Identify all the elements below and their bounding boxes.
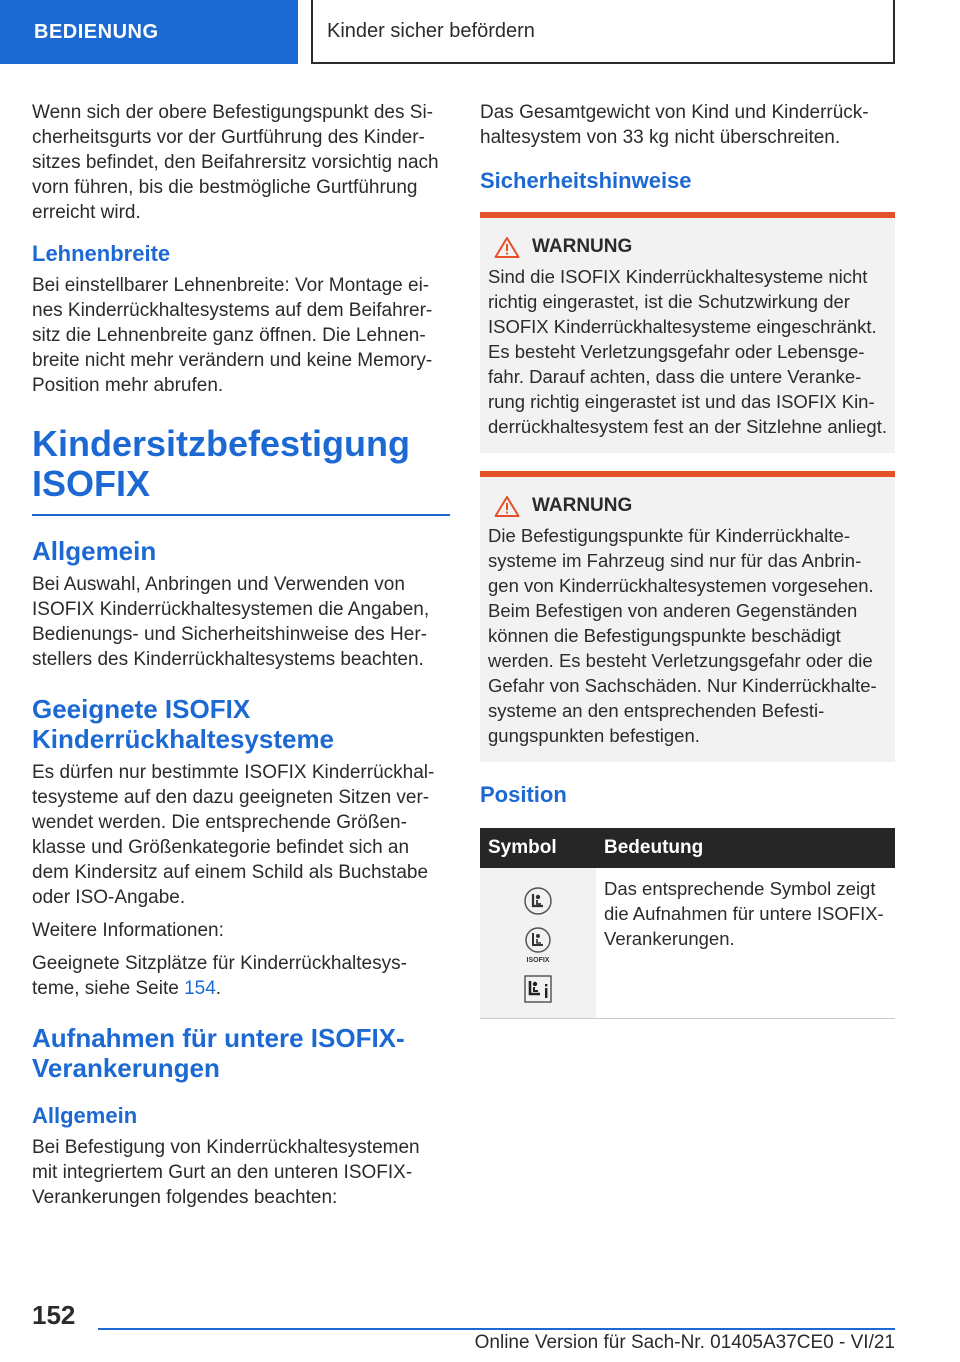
geeignete-paragraph: Es dürfen nur bestimmte ISOFIX Kinderrückhal-tesysteme auf den dazu geeigneten Sitzen ver-wendet werden. Die entsprechende Größen-klasse und Größenkategorie befindet sich an dem Kindersitz auf einem Schild als Buchstabe oder ISO-Angabe. bbox=[32, 762, 435, 908]
isofix-seat-icon bbox=[523, 926, 553, 964]
symbol-cell bbox=[480, 868, 596, 1019]
table-row bbox=[480, 868, 895, 1019]
column-header-symbol: Symbol bbox=[480, 828, 596, 868]
left-column bbox=[32, 100, 450, 1218]
right-column bbox=[480, 100, 895, 1019]
isofix-anchor-info-icon bbox=[523, 974, 553, 1004]
allgemein-heading: Allgemein bbox=[32, 536, 157, 566]
isofix-icon-label: ISOFIX bbox=[526, 957, 550, 964]
geeignete-heading: Geeignete ISOFIX Kinderrückhaltesysteme bbox=[32, 694, 335, 754]
aufnahmen-allgemein-heading: Allgemein bbox=[32, 1103, 138, 1128]
child-seat-icon bbox=[523, 886, 553, 916]
position-table bbox=[480, 828, 895, 1019]
sitzplaetze-text: Geeignete Sitzplätze für Kinderrückhaltesys-teme, siehe Seite bbox=[32, 953, 407, 999]
section-label: BEDIENUNG bbox=[34, 20, 159, 43]
aufnahmen-heading: Aufnahmen für untere ISOFIX-Verankerungen bbox=[32, 1023, 405, 1083]
sicherheitshinweise-heading: Sicherheitshinweise bbox=[480, 168, 692, 193]
position-heading: Position bbox=[480, 782, 567, 807]
warning-header-2 bbox=[488, 495, 887, 517]
warning-box-2 bbox=[480, 471, 895, 762]
meaning-cell: Das entsprechende Symbol zeigt die Aufnahmen für untere ISOFIX-Verankerungen. bbox=[604, 878, 884, 949]
lehnenbreite-paragraph: Bei einstellbarer Lehnenbreite: Vor Montage ei-nes Kinderrückhaltesystems auf dem Beifahrer-sitz die Lehnenbreite ganz öffnen. Die Lehnen-breite nicht mehr verändern und keine Memory-Position mehr abrufen. bbox=[32, 275, 433, 396]
warning-box-1 bbox=[480, 212, 895, 453]
online-version-footer: Online Version für Sach-Nr. 01405A37CE0 - VI/21 bbox=[474, 1332, 895, 1353]
aufnahmen-paragraph: Bei Befestigung von Kinderrückhaltesystemen mit integriertem Gurt an den unteren ISOFIX-Verankerungen folgendes beachten: bbox=[32, 1137, 420, 1208]
footer-divider bbox=[98, 1328, 895, 1330]
warning-triangle-icon bbox=[494, 236, 520, 258]
warning-header-1 bbox=[488, 236, 887, 258]
gesamtgewicht-paragraph: Das Gesamtgewicht von Kind und Kinderrück-haltesystem von 33 kg nicht überschreiten. bbox=[480, 102, 869, 148]
table-header-row bbox=[480, 828, 895, 868]
warning-text-1: Sind die ISOFIX Kinderrückhaltesysteme nicht richtig eingerastet, ist die Schutzwirkung der ISOFIX Kinderrückhaltesysteme eingeschränkt. Es besteht Verletzungsgefahr oder Lebensge-fahr. Darauf achten, dass die untere Veranke-rung richtig eingerastet ist und das ISOFIX Kin-derrückhaltesystem fest an der Sitzlehne anliegt. bbox=[488, 266, 887, 437]
main-heading: Kindersitzbefestigung ISOFIX bbox=[32, 424, 450, 516]
section-tab bbox=[0, 0, 298, 64]
intro-paragraph: Wenn sich der obere Befestigungspunkt des Si-cherheitsgurts vor der Gurtführung des Kinder-sitzes befindet, den Beifahrersitz vorsichtig nach vorn führen, bis die bestmögliche Gurtführung erreicht wird. bbox=[32, 102, 439, 223]
warning-title-1: WARNUNG bbox=[532, 236, 633, 257]
sitzplaetze-suffix: . bbox=[215, 978, 222, 999]
warning-title-2: WARNUNG bbox=[532, 495, 633, 516]
column-header-bedeutung: Bedeutung bbox=[596, 828, 895, 868]
warning-text-2: Die Befestigungspunkte für Kinderrückhalte-systeme im Fahrzeug sind nur für das Anbrin-gen von Kinderrückhaltesystemen vorgesehen. Beim Befestigen von anderen Gegenständen können die Befestigungspunkte beschädigt werden. Es besteht Verletzungsgefahr oder die Gefahr von Sachschäden. Nur Kinderrückhalte-systeme an den entsprechenden Befesti-gungspunkten befestigen. bbox=[488, 525, 877, 746]
page-header-title bbox=[311, 0, 895, 64]
page-link-154[interactable]: 154 bbox=[184, 978, 216, 999]
allgemein-paragraph: Bei Auswahl, Anbringen und Verwenden von ISOFIX Kinderrückhaltesystemen die Angaben, Bedienungs- und Sicherheitshinweise des Her-stellers des Kinderrückhaltesystems beachten. bbox=[32, 574, 430, 670]
lehnenbreite-heading: Lehnenbreite bbox=[32, 241, 171, 266]
page-number: 152 bbox=[32, 1300, 76, 1330]
chapter-title: Kinder sicher befördern bbox=[327, 19, 535, 42]
weitere-informationen: Weitere Informationen: bbox=[32, 920, 224, 941]
warning-triangle-icon bbox=[494, 495, 520, 517]
sitzplaetze-reference bbox=[32, 951, 450, 1001]
